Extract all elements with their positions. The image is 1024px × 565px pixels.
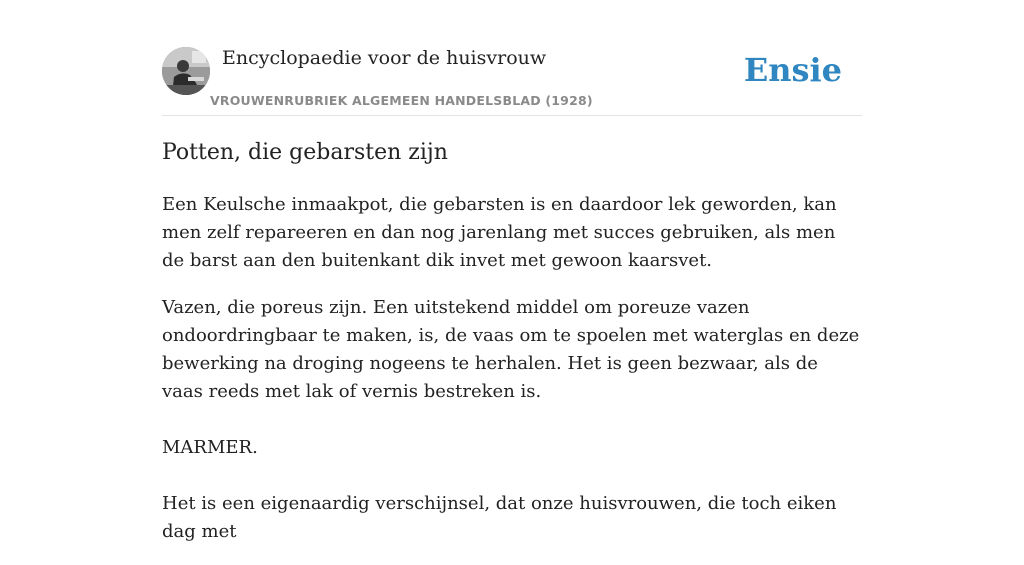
site-header [162,46,862,116]
author-avatar[interactable] [162,47,210,95]
post-body [162,191,862,565]
section-heading: MARMER. [162,437,258,458]
body-paragraph: Een Keulsche inmaakpot, die gebarsten is en daardoor lek geworden, kan men zelf repareeren en dan nog jarenlang met succes gebruiken, als men de barst aan den buitenkant dik invet met gewoon kaarsvet. [162,194,837,271]
blog-title[interactable]: Encyclopaedie voor de huisvrouw [222,47,547,69]
page-container [162,46,862,542]
blog-subtitle: VROUWENRUBRIEK ALGEMEEN HANDELSBLAD (1928) [210,93,593,108]
avatar-photo-icon [162,47,210,95]
body-paragraph: Vazen, die poreus zijn. Een uitstekend middel om poreuze vazen ondoordringbaar te maken, is, de vaas om te spoelen met waterglas en deze bewerking na droging nogeens te herhalen. Het is geen bezwaar, als de vaas reeds met lak of vernis bestreken is. [162,297,860,402]
body-paragraph: Het is een eigenaardig verschijnsel, dat onze huisvrouwen, die toch eiken dag met [162,493,837,542]
post-title: Potten, die gebarsten zijn [162,140,448,165]
brand-logo[interactable]: Ensie [743,51,842,89]
